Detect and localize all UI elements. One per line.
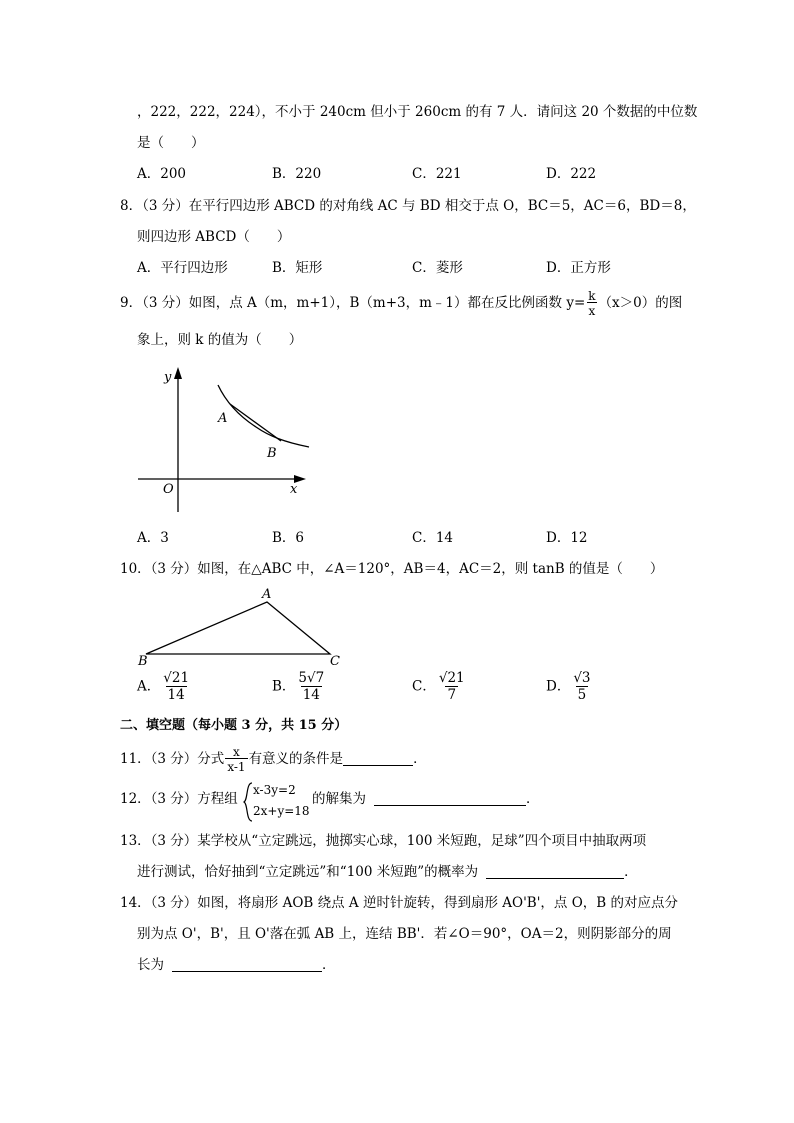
q9-line1 xyxy=(120,290,682,317)
q12-brace-icon xyxy=(243,782,253,822)
hyperbola-curve xyxy=(218,385,309,447)
q7-line2: 是（ ） xyxy=(137,135,205,151)
q9-option-d: D．12 xyxy=(546,530,588,546)
triangle-abc xyxy=(146,602,330,654)
q9-option-b: B．6 xyxy=(272,530,305,546)
q14-line3-text: 长为 xyxy=(137,957,164,973)
q12-eq1: x-3y=2 xyxy=(253,783,296,797)
q12-answer-blank[interactable] xyxy=(374,805,526,806)
section2-title: 二、填空题（每小题 3 分，共 15 分） xyxy=(120,718,348,733)
q14-answer-blank[interactable] xyxy=(172,971,322,972)
q8-option-c: C．菱形 xyxy=(412,260,463,276)
q9-frac-num: k xyxy=(588,289,596,303)
q8-line2: 则四边形 ABCD（ ） xyxy=(137,229,291,245)
q7-option-d: D．222 xyxy=(546,166,597,182)
graph-label-b: B xyxy=(267,446,277,461)
q10-option-d xyxy=(546,672,594,702)
q10-option-a-fraction xyxy=(161,672,191,702)
q8-option-b: B．矩形 xyxy=(272,260,323,276)
q10-option-c-num: √21 xyxy=(438,670,465,686)
q10-option-c-den: 7 xyxy=(447,686,457,703)
q14-line3 xyxy=(137,959,336,973)
q10-option-d-fraction xyxy=(571,672,592,702)
q7-option-b: B．220 xyxy=(272,166,322,182)
q10-option-b-num: 5√7 xyxy=(298,670,325,686)
q13-line1: 13．（3 分）某学校从“立定跳远，抛掷实心球，100 米短跑，足球”四个项目中抽取两项 xyxy=(120,833,647,849)
q14-line2: 别为点 O'，B'，且 O'落在弧 AB 上，连结 BB'．若∠O＝90°，OA＝2，则阴影部分的周 xyxy=(137,926,672,942)
q11-post: 有意义的条件是 xyxy=(248,751,344,767)
q12-pre: 12．（3 分）方程组 xyxy=(120,791,238,807)
q10-option-d-den: 5 xyxy=(577,686,587,703)
graph-label-a: A xyxy=(218,411,228,426)
q10-option-a xyxy=(137,672,192,702)
q9-fraction xyxy=(586,290,597,317)
q9-line1-post: （x＞0）的图 xyxy=(598,295,683,311)
q14-end: ． xyxy=(322,957,336,973)
q12-end: ． xyxy=(526,791,540,807)
q13-line2 xyxy=(137,866,638,880)
q10-option-b-letter: B． xyxy=(272,678,296,695)
q12-tail xyxy=(312,793,540,807)
q9-option-c: C．14 xyxy=(412,530,454,546)
q10-triangle xyxy=(134,582,349,672)
q9-frac-den: x xyxy=(588,304,596,318)
graph-label-x: x xyxy=(290,482,298,497)
q7-line1: ，222，222，224），不小于 240cm 但小于 260cm 的有 7 人．请问这 20 个数据的中位数 xyxy=(137,104,698,120)
q11-line xyxy=(120,746,427,773)
q8-line1: 8．（3 分）在平行四边形 ABCD 的对角线 AC 与 BD 相交于点 O，BC＝5，AC＝6，BD＝8， xyxy=(120,198,696,214)
q10-option-d-num: √3 xyxy=(573,670,591,686)
q9-line1-pre: 9．（3 分）如图，点 A（m，m+1），B（m+3，m﹣1）都在反比例函数 y= xyxy=(120,295,586,311)
q10-option-c-fraction xyxy=(437,672,467,702)
q10-option-a-den: 14 xyxy=(167,686,185,703)
triangle-label-c: C xyxy=(330,654,340,669)
q8-option-a: A．平行四边形 xyxy=(137,260,228,276)
q10-option-c-letter: C． xyxy=(412,678,436,695)
q10-line1: 10．（3 分）如图，在△ABC 中，∠A＝120°，AB＝4，AC＝2，则 tanB 的值是（ ） xyxy=(120,561,664,577)
q8-option-d: D．正方形 xyxy=(546,260,611,276)
y-axis-arrow-icon xyxy=(174,367,182,379)
q11-frac-num: x xyxy=(233,745,240,759)
q14-line1: 14．（3 分）如图，将扇形 AOB 绕点 A 逆时针旋转，得到扇形 AO'B'，点 O，B 的对应点分 xyxy=(120,895,678,911)
q13-answer-blank[interactable] xyxy=(486,878,624,879)
q10-option-b-fraction xyxy=(296,672,326,702)
q12-eq2: 2x+y=18 xyxy=(253,804,310,818)
q9-graph xyxy=(134,362,314,517)
graph-label-y: y xyxy=(164,370,172,385)
q9-option-a: A．3 xyxy=(137,530,169,546)
q11-pre: 11．（3 分）分式 xyxy=(120,751,225,767)
triangle-label-a: A xyxy=(262,587,272,602)
q11-answer-blank[interactable] xyxy=(343,765,413,766)
q10-option-a-letter: A． xyxy=(137,678,161,695)
q7-option-c: C．221 xyxy=(412,166,462,182)
q7-option-a: A．200 xyxy=(137,166,187,182)
q10-option-c xyxy=(412,672,468,702)
q9-line2: 象上，则 k 的值为（ ） xyxy=(137,332,303,348)
q13-line2-text: 进行测试，恰好抽到“立定跳远”和“100 米短跑”的概率为 xyxy=(137,864,479,880)
q10-option-d-letter: D． xyxy=(546,678,571,695)
graph-label-o: O xyxy=(163,482,174,497)
segment-ab xyxy=(230,404,281,441)
q13-end: ． xyxy=(624,864,638,880)
q10-option-b xyxy=(272,672,327,702)
q11-fraction xyxy=(225,746,247,773)
q11-frac-den: x-1 xyxy=(227,760,246,774)
q10-option-a-num: √21 xyxy=(163,670,190,686)
q10-option-b-den: 14 xyxy=(302,686,320,703)
q12-post: 的解集为 xyxy=(312,791,366,807)
q11-end: ． xyxy=(413,751,427,767)
triangle-label-b: B xyxy=(138,654,148,669)
